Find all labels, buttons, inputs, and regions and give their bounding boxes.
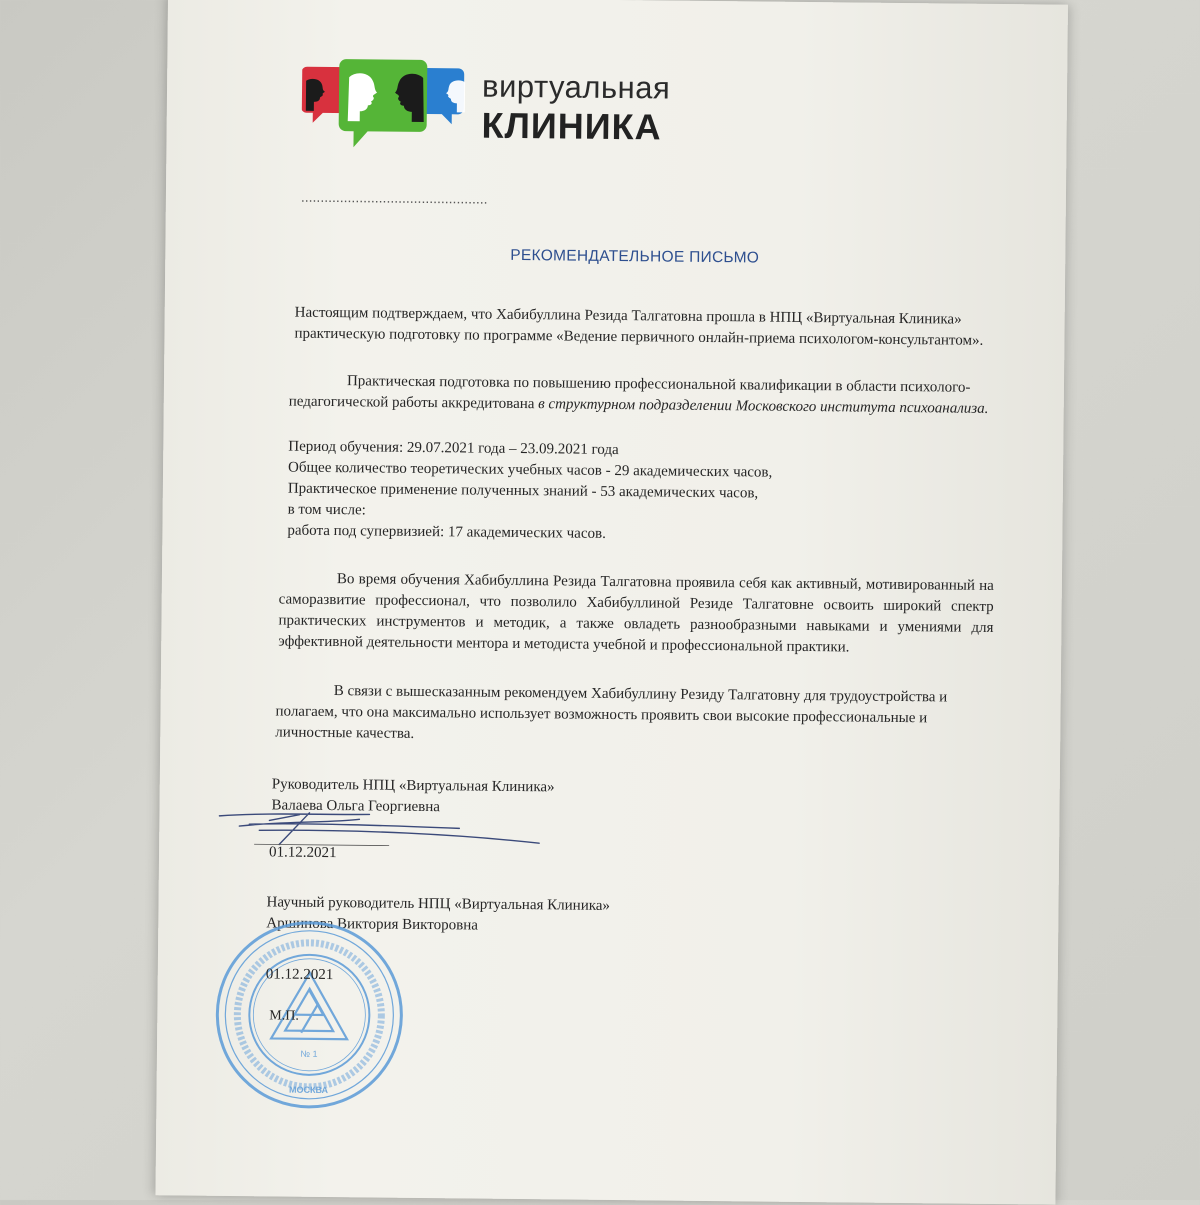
intro-paragraph: Настоящим подтверждаем, что Хабибуллина Резида Талгатовна прошла в НПЦ «Виртуальная Клиника» практическую подготовку по программе «Ведение первичного онлайн-приема психологом-консультантом». xyxy=(294,304,984,349)
accreditation-institute: в структурном подразделении Московского института психоанализа. xyxy=(538,396,989,417)
recommendation-paragraph: В связи с вышесказанным рекомендуем Хабибуллину Резиду Талгатовну для трудоустройства и полагаем, что она максимально использует возможность проявить свои высокие профессиональные и личностные качества. xyxy=(275,683,948,742)
logo-text-line1: виртуальная xyxy=(481,68,671,106)
signatory-2-role: Научный руководитель НПЦ «Виртуальная Клиника» xyxy=(266,894,611,914)
letter-title: РЕКОМЕНДАТЕЛЬНОЕ ПИСЬМО xyxy=(510,246,760,267)
accreditation-paragraph xyxy=(289,371,989,420)
signatory-1-name: Валаева Ольга Георгиевна xyxy=(271,797,441,816)
round-seal-stamp xyxy=(208,914,410,1116)
including-label: в том числе: xyxy=(287,501,366,519)
signatory-1-role: Руководитель НПЦ «Виртуальная Клиника» xyxy=(271,776,555,796)
signatory-2-name: Аршинова Виктория Викторовна xyxy=(266,915,479,934)
stamp-number: № 1 xyxy=(300,1048,318,1059)
signatory-2-date: 01.12.2021 xyxy=(265,966,334,984)
evaluation-paragraph: Во время обучения Хабибуллина Резида Талгатовна проявила себя как активный, мотивированный на саморазвитие профессионал, что позволило Хабибуллиной Резиде Талгатовне освоить широкий спектр практических инструментов и методик, а также овладеть разнообразными навыками и умениями для эффективной деятельности ментора и методиста учебной и профессиональной практики. xyxy=(278,571,994,656)
theory-hours: Общее количество теоретических учебных часов - 29 академических часов, xyxy=(288,459,773,481)
clinic-logo xyxy=(301,55,722,169)
practice-hours: Практическое применение полученных знаний - 53 академических часов, xyxy=(287,480,759,502)
handwritten-signature xyxy=(209,804,550,858)
supervision-hours: работа под супервизией: 17 академических часов. xyxy=(287,522,606,542)
stamp-city: МОСКВА xyxy=(288,1084,329,1096)
training-details xyxy=(287,437,848,548)
speech-bubbles-logo-icon xyxy=(301,55,472,167)
letter-sheet xyxy=(155,0,1068,1205)
seal-place-label: М.П. xyxy=(269,1008,299,1024)
logo-text-line2: КЛИНИКА xyxy=(481,104,662,148)
dotted-separator: ................................................ xyxy=(300,188,488,207)
signatory-1-date: 01.12.2021 xyxy=(268,844,337,862)
accreditation-text: Практическая подготовка по повышению профессиональной квалификации в области психолого-педагогической работы аккредитована xyxy=(288,373,971,413)
training-period: Период обучения: 29.07.2021 года – 23.09.2021 года xyxy=(288,438,619,459)
